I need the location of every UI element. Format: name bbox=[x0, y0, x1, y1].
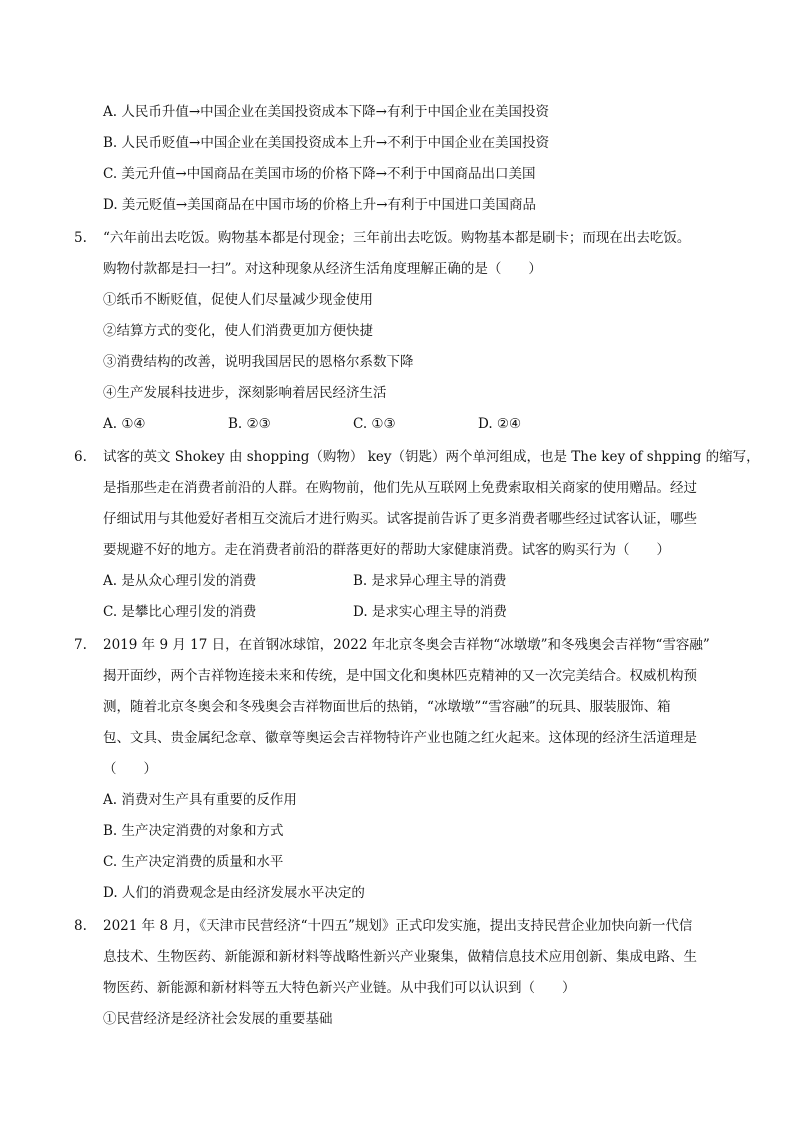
q7-stem-line: 揭开面纱，两个吉祥物连接未来和传统，是中国文化和奥林匹克精神的又一次完美结合。权威机构预 bbox=[103, 668, 697, 684]
q4-option-a: A. 人民币升值→中国企业在美国投资成本下降→有利于中国企业在美国投资 bbox=[103, 104, 549, 120]
q6-option-b: B. 是求异心理主导的消费 bbox=[353, 573, 507, 589]
q7-number: 7. bbox=[74, 637, 87, 653]
q4-option-d: D. 美元贬值→美国商品在中国市场的价格上升→有利于中国进口美国商品 bbox=[103, 197, 537, 213]
q7-option-a: A. 消费对生产具有重要的反作用 bbox=[103, 792, 297, 808]
q5-statement-1: ①纸币不断贬值，促使人们尽量减少现金使用 bbox=[103, 292, 373, 308]
q5-statement-2: ②结算方式的变化，使人们消费更加方便快捷 bbox=[103, 323, 373, 339]
q7-option-b: B. 生产决定消费的对象和方式 bbox=[103, 823, 284, 839]
q7-stem-line: 测，随着北京冬奥会和冬残奥会吉祥物面世后的热销，“冰墩墩”“雪容融”的玩具、服装服饰、箱 bbox=[103, 699, 671, 715]
q4-option-b: B. 人民币贬值→中国企业在美国投资成本上升→不利于中国企业在美国投资 bbox=[103, 135, 550, 151]
q8-stem-line: 息技术、生物医药、新能源和新材料等战略性新兴产业聚集，做精信息技术应用创新、集成电路、生 bbox=[103, 949, 697, 965]
q6-option-a: A. 是从众心理引发的消费 bbox=[103, 573, 257, 589]
q5-statement-4: ④生产发展科技进步，深刻影响着居民经济生活 bbox=[103, 385, 387, 401]
q6-option-d: D. 是求实心理主导的消费 bbox=[353, 604, 507, 620]
q6-stem-line: 要规避不好的地方。走在消费者前沿的群落更好的帮助大家健康消费。试客的购买行为（ ） bbox=[103, 542, 670, 558]
q5-option-d: D. ②④ bbox=[478, 416, 522, 432]
q8-stem-line: 2021 年 8 月，《天津市民营经济“十四五”规划》正式印发实施，提出支持民营企业加快向新一代信 bbox=[103, 918, 693, 934]
q8-number: 8. bbox=[74, 918, 87, 934]
q5-number: 5. bbox=[74, 230, 87, 246]
q5-statement-3: ③消费结构的改善，说明我国居民的恩格尔系数下降 bbox=[103, 354, 414, 370]
q5-stem-line: “六年前出去吃饭。购物基本都是付现金；三年前出去吃饭。购物基本都是刷卡；而现在出去吃饭。 bbox=[103, 230, 691, 246]
q7-stem-line: （ ） bbox=[103, 761, 157, 777]
q5-option-c: C. ①③ bbox=[353, 416, 396, 432]
q5-option-a: A. ①④ bbox=[103, 416, 146, 432]
q7-stem-line: 2019 年 9 月 17 日，在首钢冰球馆，2022 年北京冬奥会吉祥物“冰墩墩”和冬残奥会吉祥物“雪容融” bbox=[103, 637, 710, 653]
q8-stem-line: 物医药、新能源和新材料等五大特色新兴产业链。从中我们可以认识到（ ） bbox=[103, 980, 576, 996]
q5-stem-line: 购物付款都是扫一扫”。对这种现象从经济生活角度理解正确的是（ ） bbox=[103, 261, 542, 277]
q6-stem-line: 仔细试用与其他爱好者相互交流后才进行购买。试客提前告诉了更多消费者哪些经过试客认证，哪些 bbox=[103, 511, 697, 527]
q7-option-c: C. 生产决定消费的质量和水平 bbox=[103, 854, 284, 870]
q6-stem-line: 是指那些走在消费者前沿的人群。在购物前，他们先从互联网上免费索取相关商家的使用赠品。经过 bbox=[103, 480, 697, 496]
q5-option-b: B. ②③ bbox=[228, 416, 271, 432]
q4-option-c: C. 美元升值→中国商品在美国市场的价格下降→不利于中国商品出口美国 bbox=[103, 166, 536, 182]
q6-stem-line: 试客的英文 Shokey 由 shopping（购物） key（钥匙）两个单河组成，也是 The key of shpping 的缩写， bbox=[103, 449, 760, 465]
q6-number: 6. bbox=[74, 449, 87, 465]
q7-stem-line: 包、文具、贵金属纪念章、徽章等奥运会吉祥物特许产业也随之红火起来。这体现的经济生活道理是 bbox=[103, 730, 697, 746]
q8-statement-1: ①民营经济是经济社会发展的重要基础 bbox=[103, 1011, 333, 1027]
q7-option-d: D. 人们的消费观念是由经济发展水平决定的 bbox=[103, 885, 365, 901]
q6-option-c: C. 是攀比心理引发的消费 bbox=[103, 604, 257, 620]
